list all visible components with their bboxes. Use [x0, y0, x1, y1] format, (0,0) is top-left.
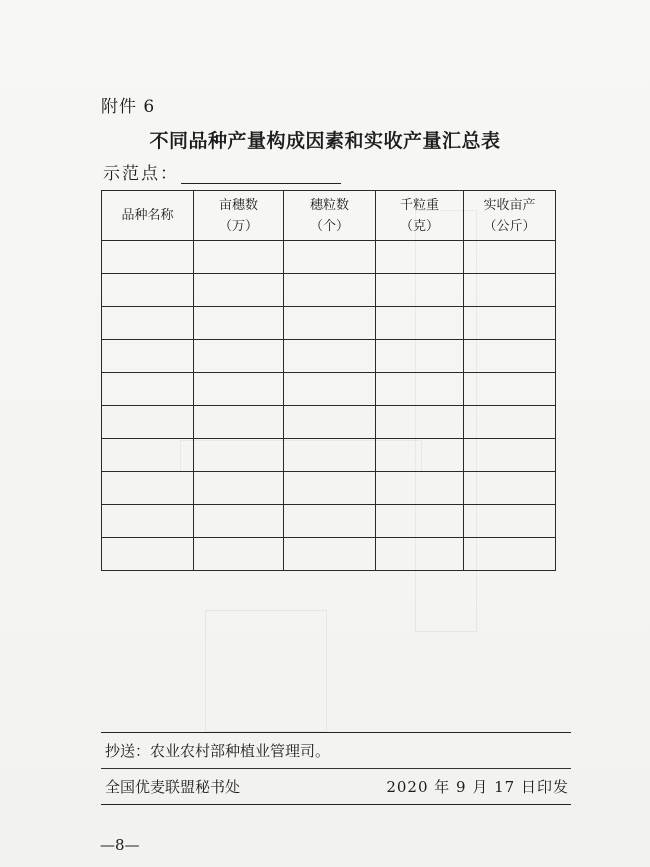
- cell-thousand-grain-weight: [376, 538, 464, 571]
- cell-actual-yield: [464, 340, 556, 373]
- cell-variety-name: [102, 274, 194, 307]
- header-label: 穗粒数: [309, 197, 349, 213]
- cell-input[interactable]: [376, 538, 463, 570]
- bleed-through-mark: [205, 610, 327, 732]
- cell-input[interactable]: [464, 538, 555, 570]
- cell-input[interactable]: [102, 406, 193, 438]
- cell-input[interactable]: [284, 406, 375, 438]
- header-unit: （个）: [309, 218, 349, 234]
- cell-thousand-grain-weight: [376, 373, 464, 406]
- cc-text: 抄送：农业农村部种植业管理司。: [105, 742, 331, 760]
- header-spikes-per-mu: [194, 191, 284, 241]
- cell-grains-per-spike: [284, 406, 376, 439]
- cell-input[interactable]: [194, 274, 283, 306]
- page-number: —8—: [100, 836, 140, 854]
- table-row: [102, 538, 556, 571]
- cell-thousand-grain-weight: [376, 406, 464, 439]
- header-unit: （公斤）: [483, 218, 536, 234]
- cell-input[interactable]: [464, 373, 555, 405]
- cell-input[interactable]: [284, 538, 375, 570]
- cell-input[interactable]: [376, 439, 463, 471]
- cell-input[interactable]: [284, 307, 375, 339]
- cell-spikes-per-mu: [194, 538, 284, 571]
- cell-actual-yield: [464, 538, 556, 571]
- cell-variety-name: [102, 307, 194, 340]
- header-grains-per-spike: [284, 191, 376, 241]
- cell-input[interactable]: [194, 505, 283, 537]
- yield-summary-table: [101, 190, 556, 571]
- cell-input[interactable]: [464, 241, 555, 273]
- cell-spikes-per-mu: [194, 274, 284, 307]
- cell-thousand-grain-weight: [376, 439, 464, 472]
- cell-input[interactable]: [194, 340, 283, 372]
- header-label: 实收亩产: [483, 197, 536, 213]
- cell-input[interactable]: [102, 505, 193, 537]
- cell-actual-yield: [464, 373, 556, 406]
- cell-input[interactable]: [464, 274, 555, 306]
- cell-actual-yield: [464, 307, 556, 340]
- distribution-box: [101, 732, 571, 805]
- header-label: 千粒重: [399, 197, 439, 213]
- issue-line: [101, 769, 571, 805]
- header-label: 亩穗数: [218, 197, 258, 213]
- cell-grains-per-spike: [284, 340, 376, 373]
- cell-input[interactable]: [284, 439, 375, 471]
- cell-spikes-per-mu: [194, 439, 284, 472]
- cell-input[interactable]: [376, 406, 463, 438]
- header-unit: （克）: [399, 218, 439, 234]
- cell-actual-yield: [464, 406, 556, 439]
- cell-input[interactable]: [102, 274, 193, 306]
- cell-input[interactable]: [102, 472, 193, 504]
- cell-variety-name: [102, 538, 194, 571]
- header-actual-yield: [464, 191, 556, 241]
- cell-actual-yield: [464, 274, 556, 307]
- cell-grains-per-spike: [284, 472, 376, 505]
- table-row: [102, 439, 556, 472]
- cell-thousand-grain-weight: [376, 307, 464, 340]
- site-row: [103, 160, 341, 184]
- cell-thousand-grain-weight: [376, 472, 464, 505]
- table-row: [102, 340, 556, 373]
- cell-input[interactable]: [284, 505, 375, 537]
- cell-input[interactable]: [464, 406, 555, 438]
- cell-grains-per-spike: [284, 373, 376, 406]
- cell-input[interactable]: [102, 439, 193, 471]
- cell-input[interactable]: [464, 340, 555, 372]
- cell-grains-per-spike: [284, 505, 376, 538]
- cell-input[interactable]: [376, 307, 463, 339]
- cell-grains-per-spike: [284, 241, 376, 274]
- table-header-row: [102, 191, 556, 241]
- cell-thousand-grain-weight: [376, 241, 464, 274]
- table-row: [102, 274, 556, 307]
- cell-input[interactable]: [376, 241, 463, 273]
- issue-date-text: 2020 年 9 月 17 日印发: [386, 778, 569, 796]
- cell-spikes-per-mu: [194, 472, 284, 505]
- cell-variety-name: [102, 505, 194, 538]
- cell-input[interactable]: [194, 373, 283, 405]
- cell-variety-name: [102, 340, 194, 373]
- cell-input[interactable]: [194, 472, 283, 504]
- cell-variety-name: [102, 373, 194, 406]
- cell-spikes-per-mu: [194, 241, 284, 274]
- document-title: 不同品种产量构成因素和实收产量汇总表: [149, 130, 501, 152]
- cell-input[interactable]: [284, 274, 375, 306]
- cell-variety-name: [102, 472, 194, 505]
- cell-input[interactable]: [284, 340, 375, 372]
- site-label: 示范点：: [103, 164, 179, 184]
- site-input[interactable]: [181, 165, 341, 184]
- cell-input[interactable]: [376, 505, 463, 537]
- cell-input[interactable]: [284, 241, 375, 273]
- cell-spikes-per-mu: [194, 340, 284, 373]
- table-row: [102, 241, 556, 274]
- cell-input[interactable]: [464, 439, 555, 471]
- header-unit: （万）: [218, 218, 258, 234]
- cell-input[interactable]: [194, 307, 283, 339]
- cell-input[interactable]: [464, 505, 555, 537]
- table-body: [102, 241, 556, 571]
- issuer-text: 全国优麦联盟秘书处: [105, 778, 241, 796]
- table-row: [102, 373, 556, 406]
- cell-variety-name: [102, 406, 194, 439]
- table-row: [102, 307, 556, 340]
- cell-input[interactable]: [194, 406, 283, 438]
- cell-spikes-per-mu: [194, 373, 284, 406]
- cell-spikes-per-mu: [194, 505, 284, 538]
- cell-grains-per-spike: [284, 538, 376, 571]
- cell-input[interactable]: [102, 307, 193, 339]
- cell-input[interactable]: [376, 373, 463, 405]
- cell-input[interactable]: [102, 241, 193, 273]
- cell-variety-name: [102, 241, 194, 274]
- cell-input[interactable]: [194, 439, 283, 471]
- cell-thousand-grain-weight: [376, 340, 464, 373]
- cell-input[interactable]: [102, 340, 193, 372]
- cell-input[interactable]: [464, 472, 555, 504]
- cc-line: [101, 733, 571, 769]
- cell-actual-yield: [464, 505, 556, 538]
- table-row: [102, 505, 556, 538]
- cell-input[interactable]: [376, 274, 463, 306]
- header-thousand-grain-weight: [376, 191, 464, 241]
- cell-grains-per-spike: [284, 274, 376, 307]
- header-variety-name: [102, 191, 194, 241]
- cell-actual-yield: [464, 472, 556, 505]
- cell-input[interactable]: [284, 472, 375, 504]
- cell-input[interactable]: [464, 307, 555, 339]
- cell-thousand-grain-weight: [376, 505, 464, 538]
- cell-actual-yield: [464, 439, 556, 472]
- cell-grains-per-spike: [284, 439, 376, 472]
- cell-variety-name: [102, 439, 194, 472]
- cell-input[interactable]: [194, 538, 283, 570]
- header-label: 品种名称: [121, 208, 174, 223]
- cell-spikes-per-mu: [194, 307, 284, 340]
- cell-input[interactable]: [376, 340, 463, 372]
- attachment-label: 附件 6: [101, 97, 156, 117]
- cell-input[interactable]: [102, 373, 193, 405]
- table-row: [102, 406, 556, 439]
- cell-input[interactable]: [194, 241, 283, 273]
- cell-input[interactable]: [284, 373, 375, 405]
- table-row: [102, 472, 556, 505]
- cell-input[interactable]: [102, 538, 193, 570]
- cell-spikes-per-mu: [194, 406, 284, 439]
- cell-grains-per-spike: [284, 307, 376, 340]
- cell-input[interactable]: [376, 472, 463, 504]
- cell-thousand-grain-weight: [376, 274, 464, 307]
- cell-actual-yield: [464, 241, 556, 274]
